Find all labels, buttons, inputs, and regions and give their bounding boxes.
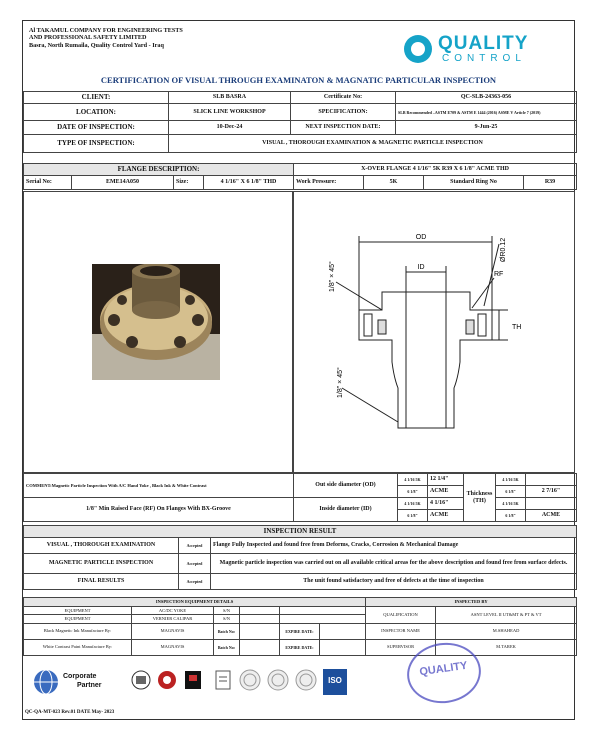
company-name-2: AND PROFESSIONAL SAFETY LIMITED <box>29 34 147 42</box>
equipment-table <box>23 597 577 656</box>
wp-label: Work Pressure: <box>294 176 364 190</box>
serial-label: Serial No: <box>24 176 72 190</box>
mpi-text: Magnetic particle inspection was carried out on all available critical areas for the above description and found free from surface defects. <box>211 554 577 574</box>
form-footer: QC-QA-MT-023 Rev.01 DATE May- 2023 <box>25 710 115 715</box>
flange-drawing-cell <box>293 191 575 473</box>
inspector-label: INSPECTOR NAME <box>366 623 436 639</box>
next-date-label: NEXT INSPECTION DATE: <box>291 121 396 135</box>
size-label: Size: <box>174 176 204 190</box>
supervisor-label: SUPERVISOR <box>366 639 436 655</box>
certificate-page <box>22 20 575 720</box>
wp-value: 5K <box>364 176 424 190</box>
final-results-text: The unit found satisfactory and free of defects at the time of inspection <box>211 574 577 590</box>
client-value: SLB BASRA <box>169 92 291 104</box>
paint-expiry-label: EXPIRE DATE: <box>280 639 320 655</box>
spec-label: SPECIFICATION: <box>291 104 396 121</box>
partner-globe-icon <box>33 669 59 695</box>
equipment-label-2: EQUIPMENT <box>24 615 132 624</box>
iso-badge: ISO <box>323 669 347 695</box>
id-value-1: 4 1/16" <box>428 498 464 510</box>
company-address: Basra, North Rumaila, Quality Control Yard - Iraq <box>29 41 164 49</box>
chamfer-bottom-label: 1/8" × 45° <box>337 367 344 398</box>
paint-batch-label: Batch No: <box>214 639 240 655</box>
cert-label: Certificate No: <box>291 92 396 104</box>
flange-desc-value: X-OVER FLANGE 4 1/16" 5K R39 X 6 1/8" ACME THD <box>294 164 577 176</box>
inspected-by-header: INSPECTED BY <box>366 598 577 607</box>
visual-exam-label: VISUAL , THOROUGH EXAMINATION <box>24 538 179 554</box>
paint-manufacturer-value: MAGNAVIS <box>132 639 214 655</box>
th-spec-2: 6 1/8" <box>496 486 526 498</box>
ink-expiry-label: EXPIRE DATE: <box>280 623 320 639</box>
od-value-2: ACME <box>428 486 464 498</box>
type-label: TYPE OF INSPECTION: <box>24 135 169 153</box>
od-value-1: 12 1/4" <box>428 474 464 486</box>
result-header: INSPECTION RESULT <box>24 526 577 538</box>
equipment-header: INSPECTION EQUIPMENT DETAILS <box>24 598 366 607</box>
next-date-value: 9-Jun-25 <box>396 121 577 135</box>
rf-note: 1/8" Min Raised Face (RF) On Flanges With BX-Groove <box>24 498 294 522</box>
quality-control-logo <box>404 33 564 69</box>
paint-batch-value <box>240 639 280 655</box>
iso-circle-icon-3 <box>295 669 317 691</box>
ink-batch-label: Batch No: <box>214 623 240 639</box>
equipment-label-1: EQUIPMENT <box>24 606 132 615</box>
ink-manufacturer-value: MAGNAVIS <box>132 623 214 639</box>
supervisor-value: M.TAREK <box>436 639 577 655</box>
thickness-label: Thickness (TH) <box>464 474 496 522</box>
date-label: DATE OF INSPECTION: <box>24 121 169 135</box>
th-value-2: 2 7/16" <box>526 486 577 498</box>
final-results-label: FINAL RESULTS <box>24 574 179 590</box>
ink-manufacturer-label: Black Magnetic Ink Manufacture By: <box>24 623 132 639</box>
certificate-title: CERTIFICATION OF VISUAL THROUGH EXAMINATON & MAGNATIC PARTICULAR INSPECTION <box>100 75 497 85</box>
th-spec-4: 6 1/8" <box>496 510 526 522</box>
cert-badge-icon-3 <box>183 669 203 691</box>
dimensions-table <box>23 473 577 522</box>
flange-photo-cell <box>23 191 293 473</box>
company-header <box>29 27 259 49</box>
od-spec-2: 6 1/8" <box>398 486 428 498</box>
flange-cross-section-drawing <box>294 192 574 472</box>
inspection-result-table <box>23 525 577 590</box>
visual-exam-text: Flange Fully Inspected and found free from Deforms, Cracks, Corrosion & Mechanical Damage <box>211 538 577 554</box>
stamp-text: QUALITY <box>418 659 469 679</box>
ink-expiry-value <box>320 623 366 639</box>
cert-badge-icon-1 <box>131 669 151 691</box>
equipment-name-2: VERNIER CALIPAR <box>132 615 214 624</box>
mpi-label: MAGNETIC PARTICLE INSPECTION <box>24 554 179 574</box>
ring-value: R39 <box>524 176 577 190</box>
partner-text-1: Corporate <box>63 673 97 680</box>
inspector-value: M.SHAHEAD <box>436 623 577 639</box>
th-spec-3: 4 1/16 5K <box>496 498 526 510</box>
od-spec-1: 4 1/16 5K <box>398 474 428 486</box>
id-spec-1: 4 1/16 5K <box>398 498 428 510</box>
size-value: 4 1/16" X 6 1/8" THD <box>204 176 294 190</box>
sn-value-2 <box>240 615 280 624</box>
equipment-name-1: AC/DC YOKE <box>132 606 214 615</box>
flange-table <box>23 163 577 190</box>
type-value: VISUAL , THOROUGH EXAMINATION & MAGNETIC PARTICLE INSPECTION <box>169 135 577 153</box>
od-dim-label: OD <box>415 234 427 241</box>
paint-manufacturer-label: White Contrast Paint Manufacture By: <box>24 639 132 655</box>
spec-value: SLB Recommended –ASTM E709 & ASTM E 1444 (2016) ASME V Article 7 (2019) <box>396 104 577 121</box>
radius-label: ØR0.12 <box>500 237 507 262</box>
ring-label: Standard Ring No <box>424 176 524 190</box>
od-label: Out side diameter (OD) <box>294 474 398 498</box>
partner-text-2: Partner <box>77 682 102 689</box>
th-value-3 <box>526 498 577 510</box>
company-name: Al TAKAMUL COMPANY FOR ENGINEERING TESTS <box>29 27 183 34</box>
date-value: 10-Dec-24 <box>169 121 291 135</box>
logo-word-quality: QUALITY <box>438 33 529 54</box>
th-spec-1: 4 1/16 5K <box>496 474 526 486</box>
th-value-1 <box>526 474 577 486</box>
client-label: CLIENT: <box>24 92 169 104</box>
cert-badge-icon-2 <box>157 669 177 691</box>
location-label: LOCATION: <box>24 104 169 121</box>
info-table <box>23 91 577 153</box>
rf-dim-label: RF <box>494 271 504 278</box>
final-results-status: Accepted <box>179 574 211 590</box>
th-value-4: ACME <box>526 510 577 522</box>
cert-value: QC-SLB-24363-056 <box>396 92 577 104</box>
flange-photo <box>92 264 220 380</box>
sn-label-2: S/N <box>214 615 240 624</box>
th-dim-label: TH <box>512 324 522 331</box>
serial-value: EME14A050 <box>72 176 174 190</box>
location-value: SLICK LINE WORKSHOP <box>169 104 291 121</box>
iso-circle-icon-2 <box>267 669 289 691</box>
chamfer-top-label: 1/8" × 45° <box>329 261 336 292</box>
id-value-2: ACME <box>428 510 464 522</box>
paint-expiry-value <box>320 639 366 655</box>
ink-batch-value <box>240 623 280 639</box>
flange-desc-label: FLANGE DESCRIPTION: <box>24 164 294 176</box>
qualification-label: QUALIFICATION <box>366 606 436 623</box>
id-spec-2: 6 1/8" <box>398 510 428 522</box>
mpi-status: Accepted <box>179 554 211 574</box>
id-label: Inside diameter (ID) <box>294 498 398 522</box>
sn-label-1: S/N <box>214 606 240 615</box>
due-date-1 <box>280 606 366 615</box>
id-dim-label: ID <box>417 264 425 271</box>
qualification-value: ASNT LEVEL II UT&MT & PT & VT <box>436 606 577 623</box>
visual-exam-status: Accepted <box>179 538 211 554</box>
sn-value-1 <box>240 606 280 615</box>
iso-circle-icon-1 <box>239 669 261 691</box>
comment-text: COMMENT:Magnetic Particle Inspection With A/C Hand Yoke , Black Ink & White Contrast <box>24 474 294 498</box>
logo-word-control: CONTROL <box>442 53 526 64</box>
cert-badge-icon-4 <box>213 669 233 691</box>
due-date-2 <box>280 615 366 624</box>
logo-ring-icon <box>404 35 432 63</box>
